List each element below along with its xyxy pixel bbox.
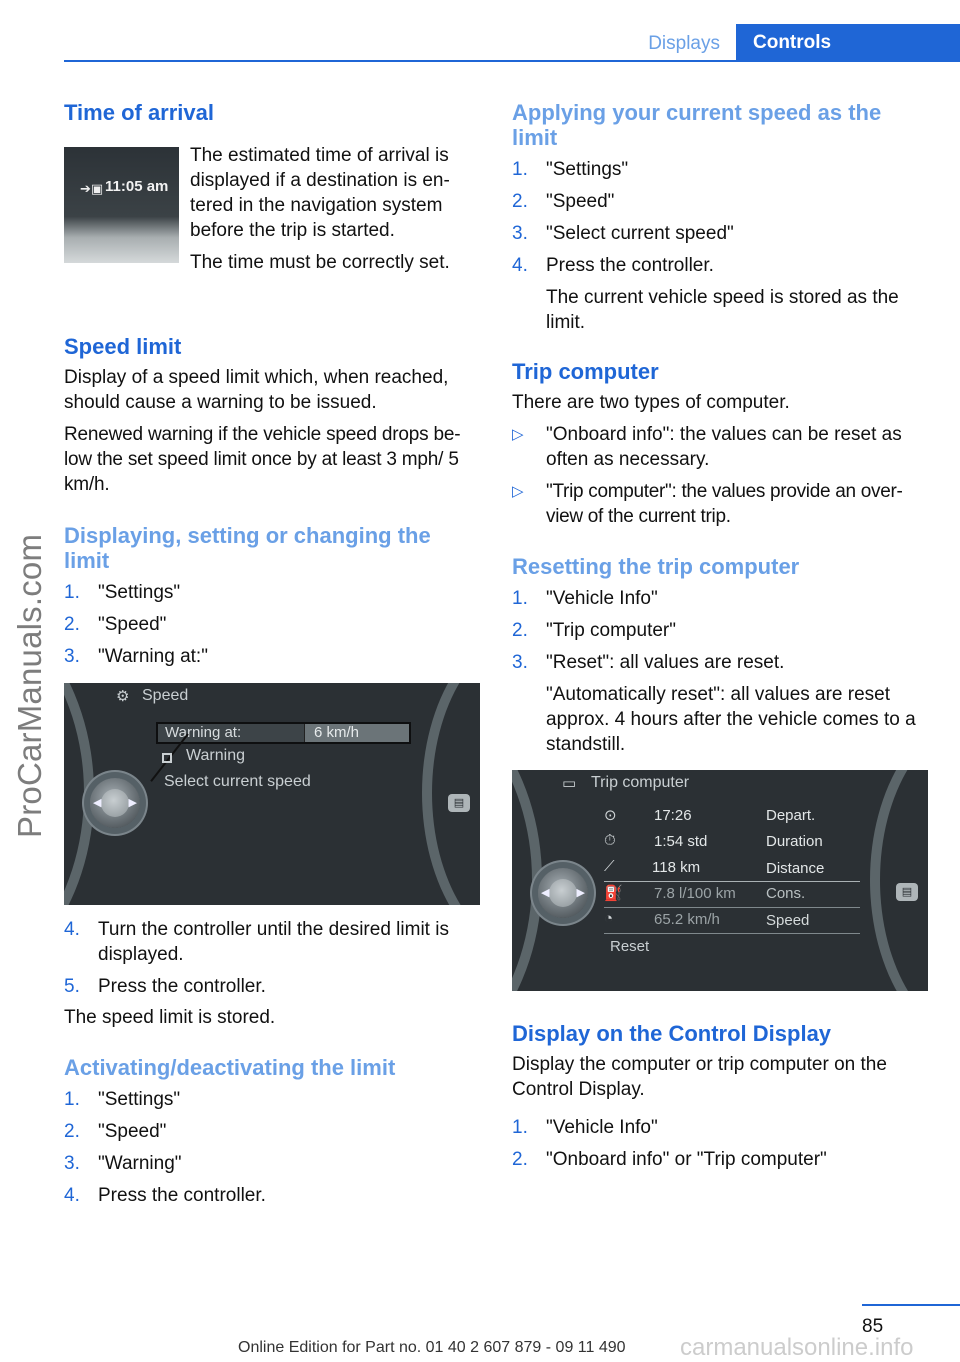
- clock-depart-icon: ⊙: [604, 807, 617, 824]
- time-of-arrival-block: [64, 128, 482, 308]
- bullet-triangle-icon: ▷: [512, 483, 524, 500]
- list-item: 1. "Settings": [64, 1089, 181, 1110]
- header-chapter-tab: Controls: [736, 24, 960, 62]
- list-item: 5. Press the controller.: [64, 976, 266, 997]
- display-on-control-heading: Display on the Control Display: [512, 1021, 832, 1046]
- list-item: 3. "Warning": [64, 1153, 182, 1174]
- bullet-triangle-icon: ▷: [512, 426, 524, 443]
- displaying-setting-heading: Displaying, setting or changing the limit: [64, 523, 431, 573]
- left-column: [64, 100, 482, 1215]
- list-item: 1. "Vehicle Info": [512, 1117, 658, 1138]
- controller-knob: ◀ ▶: [90, 778, 140, 828]
- displaying-steps-continued: [64, 917, 482, 999]
- time-of-arrival-heading: Time of arrival: [64, 100, 214, 125]
- select-current-speed-label: Select current speed: [164, 773, 311, 790]
- arrival-time-value: 11:05 am: [105, 178, 169, 195]
- header-rule: [64, 60, 960, 62]
- trip-row: ⟋ 118 km Distance: [604, 856, 860, 882]
- speed-settings-screen: [64, 683, 480, 905]
- list-item: 2. "Speed": [64, 1121, 167, 1142]
- right-column: [512, 100, 930, 1179]
- road-icon: ⟋: [604, 858, 615, 875]
- list-item: 3. "Reset": all values are reset. "Automatically reset": all values are reset approx. 4 hours after the vehicle comes to a standstill.: [512, 652, 916, 755]
- screen-title: Trip computer: [591, 774, 690, 791]
- footer-edition-text: Online Edition for Part no. 01 40 2 607 879 - 09 11 490: [238, 1339, 626, 1356]
- arrival-time-screen: [64, 147, 179, 263]
- list-item: 4. Press the controller.: [64, 1185, 266, 1206]
- list-item: 2. "Speed": [512, 191, 615, 212]
- resetting-heading: Resetting the trip computer: [512, 554, 800, 579]
- screen-title: Speed: [142, 687, 189, 704]
- list-item: 4. Turn the controller until the desired limit is displayed.: [64, 919, 449, 965]
- activating-heading: Activating/deactivating the limit: [64, 1055, 396, 1080]
- resetting-steps: [512, 586, 930, 757]
- header-section-label: Displays: [648, 33, 720, 54]
- time-of-arrival-note: The time must be correctly set.: [190, 252, 450, 273]
- page-number: 85: [862, 1316, 884, 1337]
- time-of-arrival-text: The estimated time of arrival is displayed if a destination is en-tered in the navigation system before the trip is started.: [190, 145, 450, 241]
- flag-icon: ➔▣: [80, 181, 104, 196]
- checkbox-label: Warning: [186, 747, 245, 764]
- applying-heading: Applying your current speed as the limit: [512, 100, 882, 150]
- side-watermark: ProCarManuals.com: [11, 533, 48, 838]
- speed-limit-text-1: Display of a speed limit which, when reached, should cause a warning to be issued.: [64, 367, 449, 413]
- list-item: 2. "Trip computer": [512, 620, 676, 641]
- trip-row: ⏱ 1:54 std Duration: [604, 832, 823, 850]
- list-item: 1. "Vehicle Info": [512, 588, 658, 609]
- list-item: 3. "Warning at:": [64, 646, 208, 667]
- speed-limit-heading: Speed limit: [64, 334, 182, 359]
- speed-limit-text-2: Renewed warning if the vehicle speed drops be-low the set speed limit once by at least 3 mph/ 5 km/h.: [64, 424, 461, 495]
- list-item: 3. "Select current speed": [512, 223, 734, 244]
- applying-steps: [512, 157, 930, 335]
- list-item: 1. "Settings": [64, 582, 181, 603]
- trip-row: ⊙ 17:26 Depart.: [604, 807, 816, 824]
- list-item: 1. "Settings": [512, 159, 629, 180]
- list-item: 2. "Speed": [64, 614, 167, 635]
- display-on-control-steps: [512, 1115, 930, 1172]
- menu-button-icon: ▤: [896, 883, 918, 901]
- trip-computer-bullets: [512, 422, 930, 529]
- trip-computer-icon: ▭: [562, 775, 577, 792]
- list-item: 4. Press the controller. The current vehicle speed is stored as the limit.: [512, 255, 899, 333]
- trip-computer-heading: Trip computer: [512, 359, 659, 384]
- footer-watermark: carmanualsonline.info: [680, 1334, 914, 1361]
- speedometer-icon: ◔: [604, 910, 614, 927]
- trip-computer-screen: [512, 770, 928, 991]
- list-item: ▷ "Onboard info": the values can be reset as often as necessary.: [512, 424, 902, 470]
- list-item: ▷ "Trip computer": the values provide an over-view of the current trip.: [512, 481, 903, 527]
- menu-button-icon: ▤: [448, 794, 470, 812]
- gear-icon: ⚙: [116, 688, 130, 705]
- stopwatch-icon: ⏱: [604, 832, 616, 849]
- displaying-steps: [64, 580, 482, 669]
- warning-at-row: Warning at: 6 km/h: [156, 722, 411, 744]
- trip-computer-intro: There are two types of computer.: [512, 392, 790, 413]
- activating-steps: [64, 1087, 482, 1208]
- trip-row: ◔ 65.2 km/h Speed: [604, 908, 860, 934]
- fuel-pump-icon: ⛽: [604, 885, 623, 902]
- checkbox-icon: [162, 753, 172, 763]
- footer-rule: [862, 1304, 960, 1306]
- warning-value: 6 km/h: [314, 724, 360, 741]
- list-item: 2. "Onboard info" or "Trip computer": [512, 1149, 827, 1170]
- display-on-control-text: Display the computer or trip computer on the Control Display.: [512, 1054, 887, 1100]
- controller-knob: ◀ ▶: [538, 868, 588, 918]
- reset-option: Reset: [610, 938, 650, 955]
- speed-limit-stored-note: The speed limit is stored.: [64, 1007, 276, 1028]
- trip-row: ⛽ 7.8 l/100 km Cons.: [604, 882, 860, 908]
